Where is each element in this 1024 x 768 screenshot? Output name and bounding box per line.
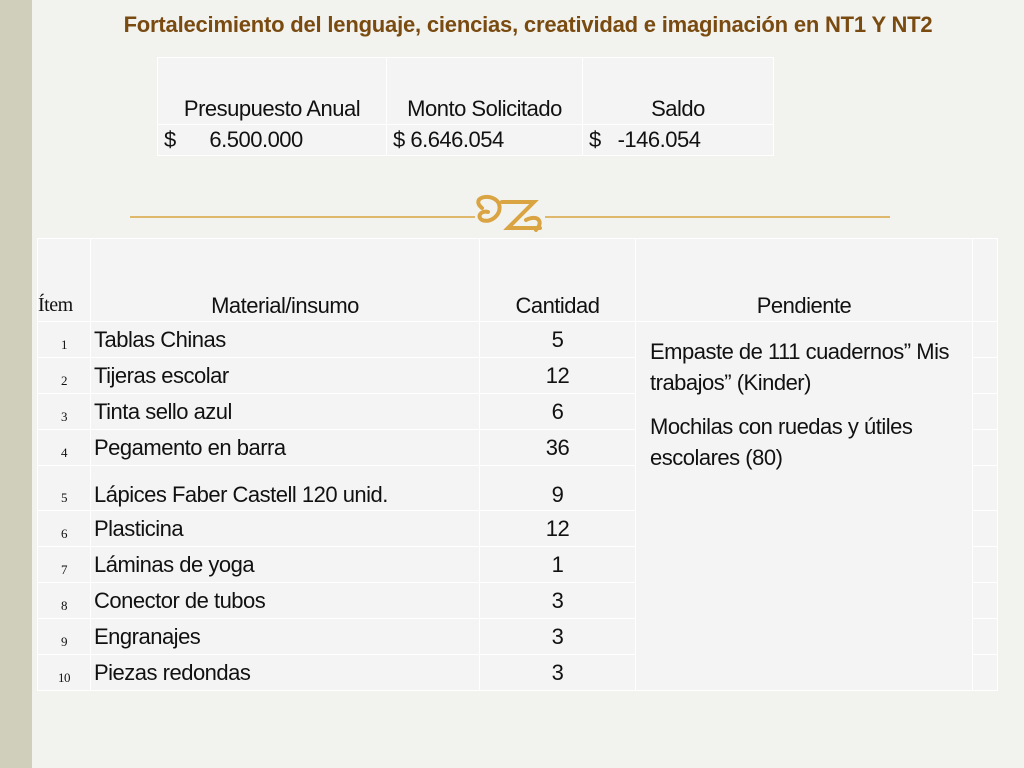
budget-value-annual: $ 6.500.000 bbox=[158, 125, 387, 156]
item-material: Láminas de yoga bbox=[91, 547, 480, 583]
slide-title: Fortalecimiento del lenguaje, ciencias, creatividad e imaginación en NT1 Y NT2 bbox=[123, 12, 933, 37]
extra-cell bbox=[973, 511, 998, 547]
item-quantity: 3 bbox=[480, 619, 636, 655]
extra-cell bbox=[973, 394, 998, 430]
budget-values-row bbox=[158, 125, 774, 156]
item-quantity: 12 bbox=[480, 511, 636, 547]
pending-note-1: Empaste de 111 cuadernos” Mis trabajos” (Kinder) bbox=[650, 339, 949, 395]
item-quantity: 3 bbox=[480, 655, 636, 691]
item-number: 10 bbox=[38, 655, 91, 691]
header-pending: Pendiente bbox=[636, 239, 973, 322]
item-number: 1 bbox=[38, 322, 91, 358]
item-quantity: 3 bbox=[480, 583, 636, 619]
budget-header-annual: Presupuesto Anual bbox=[158, 58, 387, 125]
item-number: 7 bbox=[38, 547, 91, 583]
budget-table bbox=[157, 57, 774, 156]
extra-cell bbox=[973, 466, 998, 511]
left-decorative-band bbox=[0, 0, 32, 768]
pending-cell bbox=[636, 322, 973, 691]
budget-header-balance: Saldo bbox=[583, 58, 774, 125]
item-number: 8 bbox=[38, 583, 91, 619]
pending-note-2: Mochilas con ruedas y útiles escolares (80) bbox=[650, 414, 913, 470]
item-material: Tinta sello azul bbox=[91, 394, 480, 430]
materials-table bbox=[37, 238, 998, 691]
extra-cell bbox=[973, 358, 998, 394]
budget-header-requested: Monto Solicitado bbox=[387, 58, 583, 125]
item-material: Piezas redondas bbox=[91, 655, 480, 691]
item-quantity: 36 bbox=[480, 430, 636, 466]
header-quantity: Cantidad bbox=[480, 239, 636, 322]
header-extra bbox=[973, 239, 998, 322]
item-number: 4 bbox=[38, 430, 91, 466]
extra-cell bbox=[973, 322, 998, 358]
extra-cell bbox=[973, 655, 998, 691]
item-material: Lápices Faber Castell 120 unid. bbox=[91, 466, 480, 511]
item-material: Tablas Chinas bbox=[91, 322, 480, 358]
budget-header-row bbox=[158, 58, 774, 125]
item-number: 9 bbox=[38, 619, 91, 655]
item-material: Pegamento en barra bbox=[91, 430, 480, 466]
extra-cell bbox=[973, 547, 998, 583]
item-quantity: 5 bbox=[480, 322, 636, 358]
budget-value-requested: $ 6.646.054 bbox=[387, 125, 583, 156]
flourish-icon bbox=[130, 190, 890, 240]
item-material: Conector de tubos bbox=[91, 583, 480, 619]
item-material: Engranajes bbox=[91, 619, 480, 655]
materials-header-row bbox=[38, 239, 998, 322]
extra-cell bbox=[973, 583, 998, 619]
header-material: Material/insumo bbox=[91, 239, 480, 322]
header-item: Ítem bbox=[38, 239, 91, 322]
item-number: 5 bbox=[38, 466, 91, 511]
extra-cell bbox=[973, 430, 998, 466]
item-material: Plasticina bbox=[91, 511, 480, 547]
extra-cell bbox=[973, 619, 998, 655]
item-quantity: 6 bbox=[480, 394, 636, 430]
item-material: Tijeras escolar bbox=[91, 358, 480, 394]
item-number: 6 bbox=[38, 511, 91, 547]
table-row bbox=[38, 322, 998, 358]
item-quantity: 9 bbox=[480, 466, 636, 511]
item-quantity: 1 bbox=[480, 547, 636, 583]
item-number: 2 bbox=[38, 358, 91, 394]
budget-value-balance: $ -146.054 bbox=[583, 125, 774, 156]
item-number: 3 bbox=[38, 394, 91, 430]
item-quantity: 12 bbox=[480, 358, 636, 394]
